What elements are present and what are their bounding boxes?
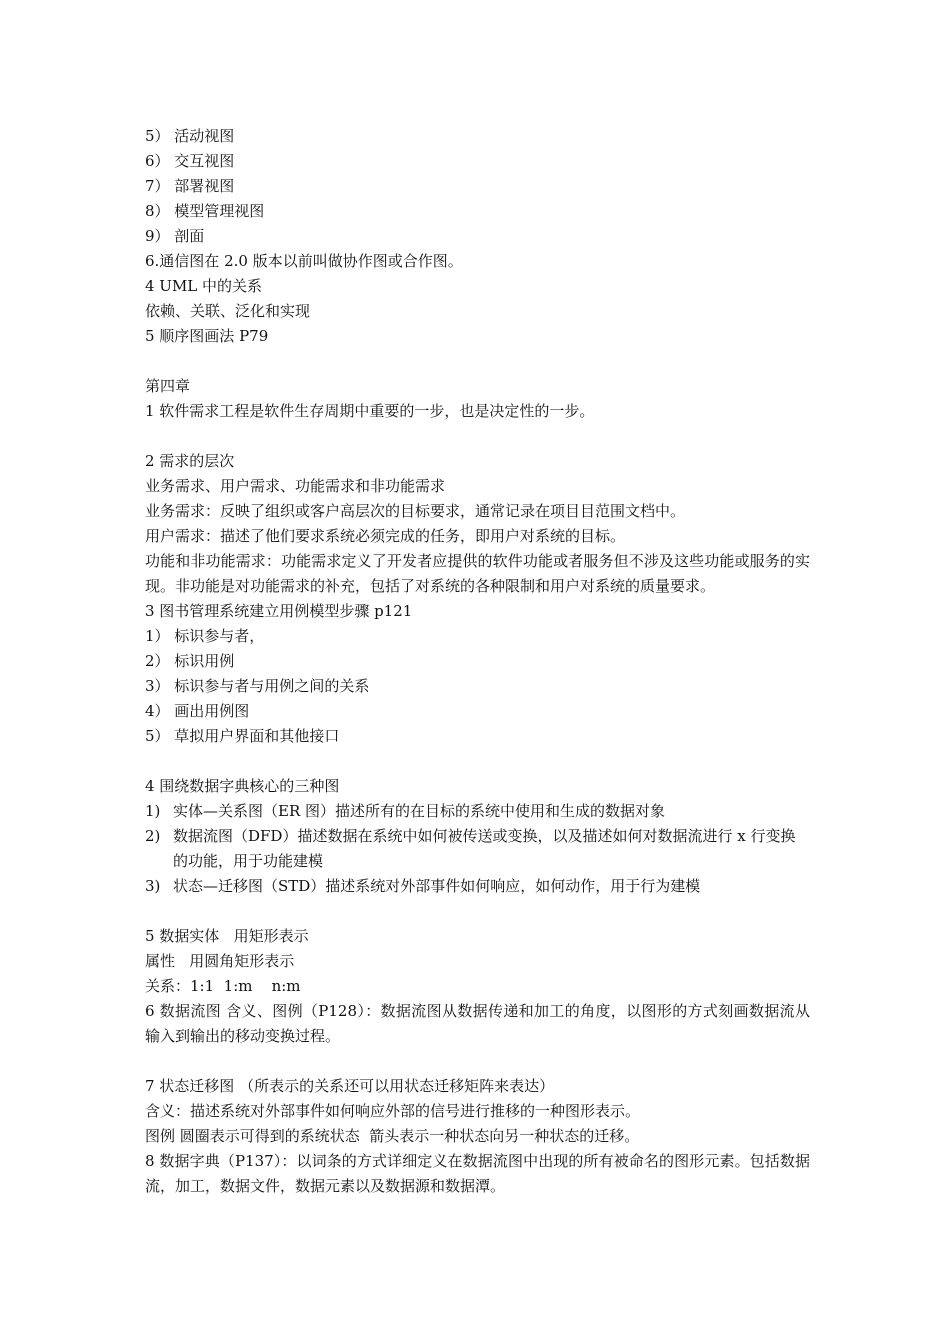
- text-line: 业务需求、用户需求、功能需求和非功能需求: [145, 477, 446, 495]
- section-heading: 2 需求的层次: [145, 452, 235, 470]
- text-line: 关系：1:1 1:m n:m: [145, 977, 301, 995]
- text-line: 业务需求：反映了组织或客户高层次的目标要求，通常记录在项目目范围文档中。: [145, 502, 686, 520]
- list-item: 6） 交互视图: [145, 152, 235, 170]
- list-item: 5） 活动视图: [145, 127, 235, 145]
- list-item: 1） 标识参与者，: [145, 627, 265, 645]
- section-heading: 7 状态迁移图 （所表示的关系还可以用状态迁移矩阵来表达）: [145, 1077, 555, 1095]
- section-heading: 5 数据实体 用矩形表示: [145, 927, 309, 945]
- section-heading: 4 UML 中的关系: [145, 277, 263, 295]
- list-text: 实体—关系图（ER 图）描述所有的在目标的系统中使用和生成的数据对象: [173, 802, 666, 820]
- list-item: 8） 模型管理视图: [145, 202, 265, 220]
- list-item: [145, 799, 810, 824]
- chapter-title: 第四章: [145, 377, 191, 395]
- list-text: 数据流图（DFD）描述数据在系统中如何被传送或变换，以及描述如何对数据流进行 x 行变换的功能，用于功能建模: [173, 827, 796, 870]
- section-heading: 5 顺序图画法 P79: [145, 327, 269, 345]
- section-heading: 3 图书管理系统建立用例模型步骤 p121: [145, 602, 413, 620]
- paragraph: 6 数据流图 含义、图例（P128）：数据流图从数据传递和加工的角度，以图形的方式刻画数据流从输入到输出的移动变换过程。: [145, 1002, 810, 1045]
- list-item: 2） 标识用例: [145, 652, 235, 670]
- blank-line: [145, 424, 810, 449]
- blank-line: [145, 349, 810, 374]
- text-line: 用户需求：描述了他们要求系统必须完成的任务，即用户对系统的目标。: [145, 527, 626, 545]
- text-line: 图例 圆圈表示可得到的系统状态 箭头表示一种状态向另一种状态的迁移。: [145, 1127, 640, 1145]
- list-item: 3） 标识参与者与用例之间的关系: [145, 677, 370, 695]
- list-item: 9） 剖面: [145, 227, 205, 245]
- document-body: [145, 124, 810, 1199]
- text-line: 含义：描述系统对外部事件如何响应外部的信号进行推移的一种图形表示。: [145, 1102, 641, 1120]
- text-line: 依赖、关联、泛化和实现: [145, 302, 311, 320]
- list-item: [145, 874, 810, 899]
- section-heading: 4 围绕数据字典核心的三种图: [145, 777, 340, 795]
- list-item: 7） 部署视图: [145, 177, 235, 195]
- list-item: 5） 草拟用户界面和其他接口: [145, 727, 340, 745]
- blank-line: [145, 1049, 810, 1074]
- list-number: 2): [145, 827, 161, 845]
- list-number: 1): [145, 802, 161, 820]
- list-text: 状态—迁移图（STD）描述系统对外部事件如何响应，如何动作，用于行为建模: [173, 877, 701, 895]
- blank-line: [145, 899, 810, 924]
- text-line: 属性 用圆角矩形表示: [145, 952, 295, 970]
- text-line: 1 软件需求工程是软件生存周期中重要的一步，也是决定性的一步。: [145, 402, 595, 420]
- list-item: [145, 824, 810, 874]
- list-number: 3): [145, 877, 161, 895]
- list-item: 4） 画出用例图: [145, 702, 250, 720]
- paragraph: 功能和非功能需求：功能需求定义了开发者应提供的软件功能或者服务但不涉及这些功能或服务的实现。非功能是对功能需求的补充，包括了对系统的各种限制和用户对系统的质量要求。: [145, 552, 810, 595]
- paragraph: 8 数据字典（P137）：以词条的方式详细定义在数据流图中出现的所有被命名的图形元素。包括数据流，加工，数据文件，数据元素以及数据源和数据潭。: [145, 1152, 810, 1195]
- text-line: 6.通信图在 2.0 版本以前叫做协作图或合作图。: [145, 252, 463, 270]
- blank-line: [145, 749, 810, 774]
